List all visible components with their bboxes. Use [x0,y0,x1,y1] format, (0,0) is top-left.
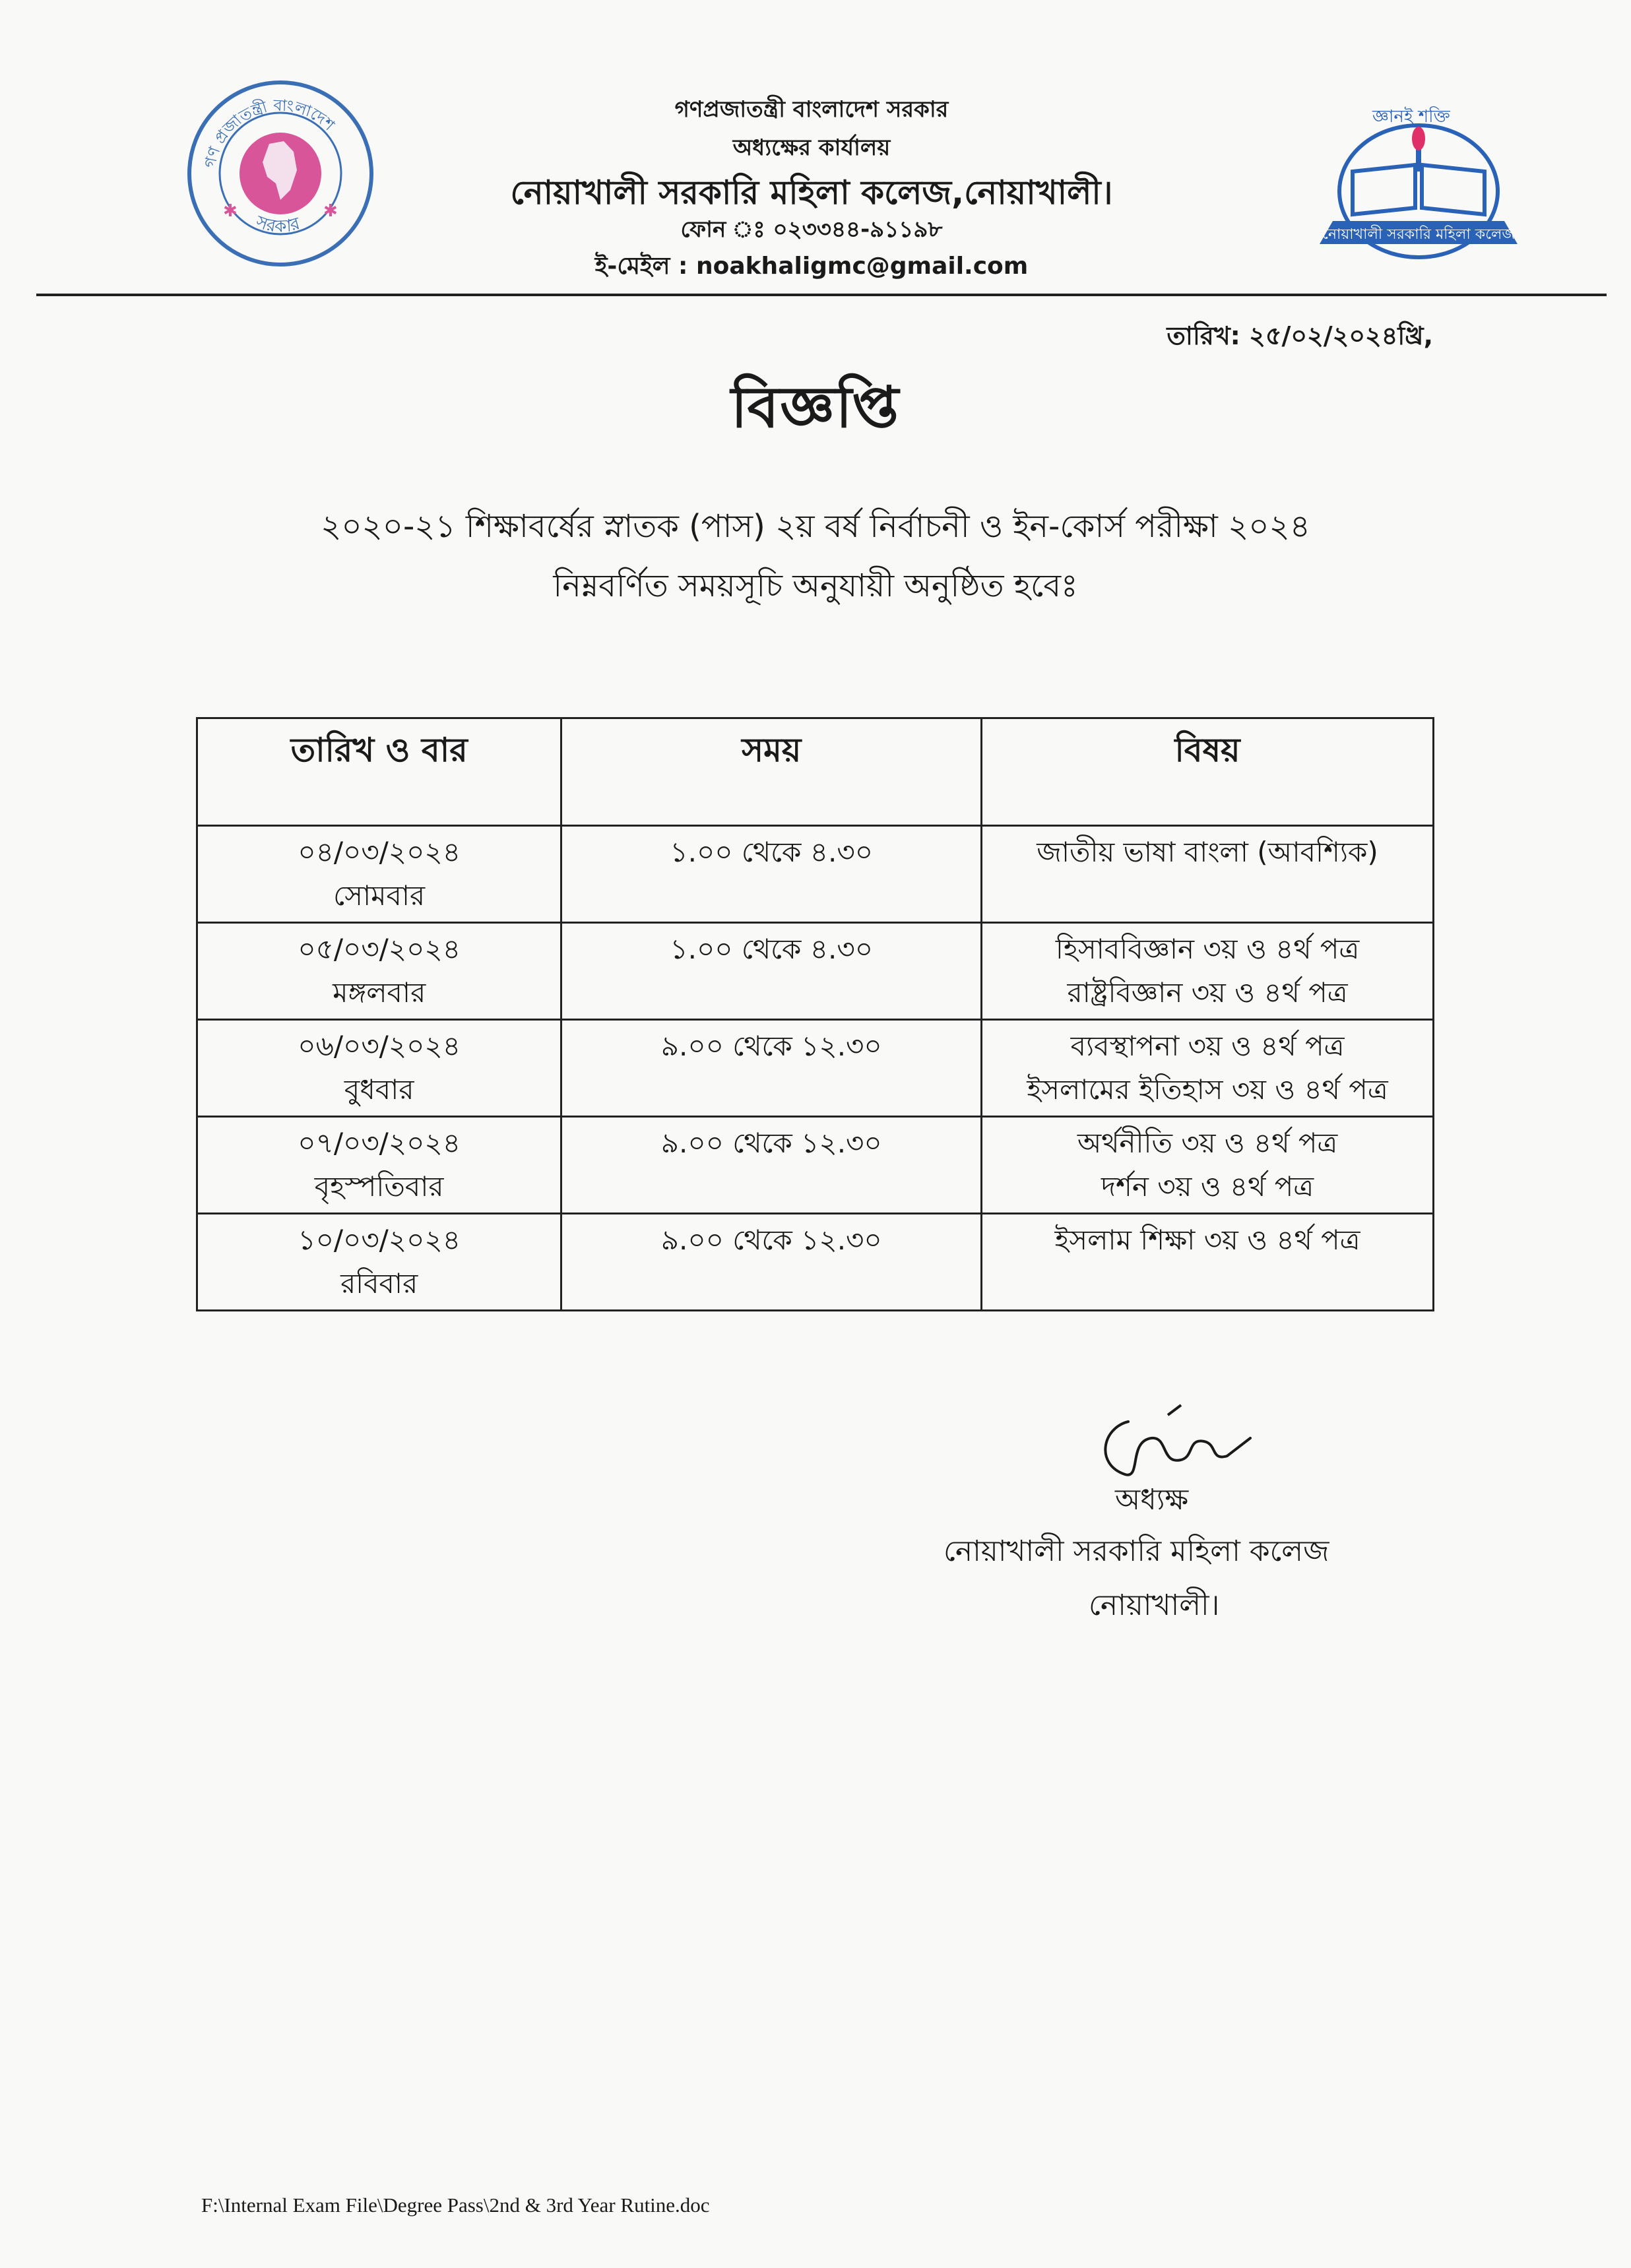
table-row [197,923,1434,1020]
date: ০৫/০৩/২০২৪ [298,933,461,965]
subject: ইসলাম শিক্ষা ৩য় ও ৪র্থ পত্র [1054,1224,1360,1256]
subject: হিসাববিজ্ঞান ৩য় ও ৪র্থ পত্র [1055,933,1360,965]
signatory-place: নোয়াখালী। [1089,1589,1220,1622]
date: ১০/০৩/২০২৪ [298,1224,461,1256]
time-cell: ৯.০০ থেকে ১২.৩০ [561,1020,982,1117]
signatory-institution: নোয়াখালী সরকারি মহিলা কলেজ [943,1534,1329,1568]
svg-text:গণ প্রজাতন্ত্রী বাংলাদেশ: গণ প্রজাতন্ত্রী বাংলাদেশ [200,96,338,170]
subject: ইসলামের ইতিহাস ৩য় ও ৪র্থ পত্র [1027,1073,1388,1106]
government-seal [185,78,376,269]
govt-name: গণপ্রজাতন্ত্রী বাংলাদেশ সরকার [674,96,949,123]
svg-text:✱: ✱ [223,201,238,221]
date: ০৬/০৩/২০২৪ [298,1030,461,1062]
svg-text:সরকার: সরকার [253,212,302,237]
date-cell [197,1117,561,1214]
notice-title: বিজ্ঞপ্তি [730,375,901,441]
header-time: সময় [561,718,982,826]
day: বৃহস্পতিবার [314,1170,444,1203]
date: ০৪/০৩/২০২৪ [298,836,461,868]
table-row [197,1117,1434,1214]
college-logo [1293,92,1544,270]
subject: অর্থনীতি ৩য় ও ৪র্থ পত্র [1077,1127,1338,1159]
date-cell [197,923,561,1020]
subject-cell [982,923,1434,1020]
intro-line-2: নিম্নবর্ণিত সময়সূচি অনুযায়ী অনুষ্ঠিত হবেঃ [553,567,1078,604]
subject: ব্যবস্থাপনা ৩য় ও ৪র্থ পত্র [1070,1030,1345,1062]
subject-cell [982,1117,1434,1214]
exam-schedule-table [196,717,1434,1311]
day: বুধবার [344,1073,414,1106]
phone-line: ফোন ঃ ০২৩৩৪৪-৯১১৯৮ [680,216,943,243]
subject: রাষ্ট্রবিজ্ঞান ৩য় ও ৪র্থ পত্র [1067,976,1348,1009]
table-header-row [197,718,1434,826]
header-subject: বিষয় [982,718,1434,826]
subject: জাতীয় ভাষা বাংলা (আবশ্যিক) [1037,836,1378,868]
header-divider [36,294,1607,296]
signatory-designation: অধ্যক্ষ [1115,1483,1189,1517]
table-row [197,1020,1434,1117]
office-name: অধ্যক্ষের কার্যালয় [732,135,891,161]
time-cell: ৯.০০ থেকে ১২.৩০ [561,1117,982,1214]
time-cell: ৯.০০ থেকে ১২.৩০ [561,1214,982,1311]
date-cell [197,1214,561,1311]
date-cell [197,1020,561,1117]
day: রবিবার [340,1267,418,1300]
svg-text:জ্ঞানই শক্তি: জ্ঞানই শক্তি [1372,107,1450,127]
notice-date: তারিখ: ২৫/০২/২০২৪খ্রি, [1167,321,1433,350]
header-date-day: তারিখ ও বার [197,718,561,826]
signature [1089,1402,1260,1488]
day: মঙ্গলবার [333,976,426,1009]
date-cell [197,826,561,923]
svg-text:✱: ✱ [323,201,338,221]
time-cell: ১.০০ থেকে ৪.৩০ [561,923,982,1020]
time-cell: ১.০০ থেকে ৪.৩০ [561,826,982,923]
table-row [197,826,1434,923]
day: সোমবার [333,879,426,912]
email-line: ই-মেইল : noakhaligmc@gmail.com [594,253,1029,280]
subject-cell [982,1214,1434,1311]
subject-cell [982,1020,1434,1117]
subject-cell [982,826,1434,923]
intro-line-1: ২০২০-২১ শিক্ষাবর্ষের স্নাতক (পাস) ২য় বর্ষ নির্বাচনী ও ইন-কোর্স পরীক্ষা ২০২৪ [321,508,1310,545]
date: ০৭/০৩/২০২৪ [298,1127,461,1159]
svg-text:নোয়াখালী সরকারি মহিলা কলেজ: নোয়াখালী সরকারি মহিলা কলেজ [1322,226,1516,243]
college-name: নোয়াখালী সরকারি মহিলা কলেজ,নোয়াখালী। [510,173,1113,212]
file-path-footer: F:\Internal Exam File\Degree Pass\2nd & 3rd Year Rutine.doc [201,2193,710,2217]
table-row [197,1214,1434,1311]
subject: দর্শন ৩য় ও ৪র্থ পত্র [1101,1170,1314,1203]
